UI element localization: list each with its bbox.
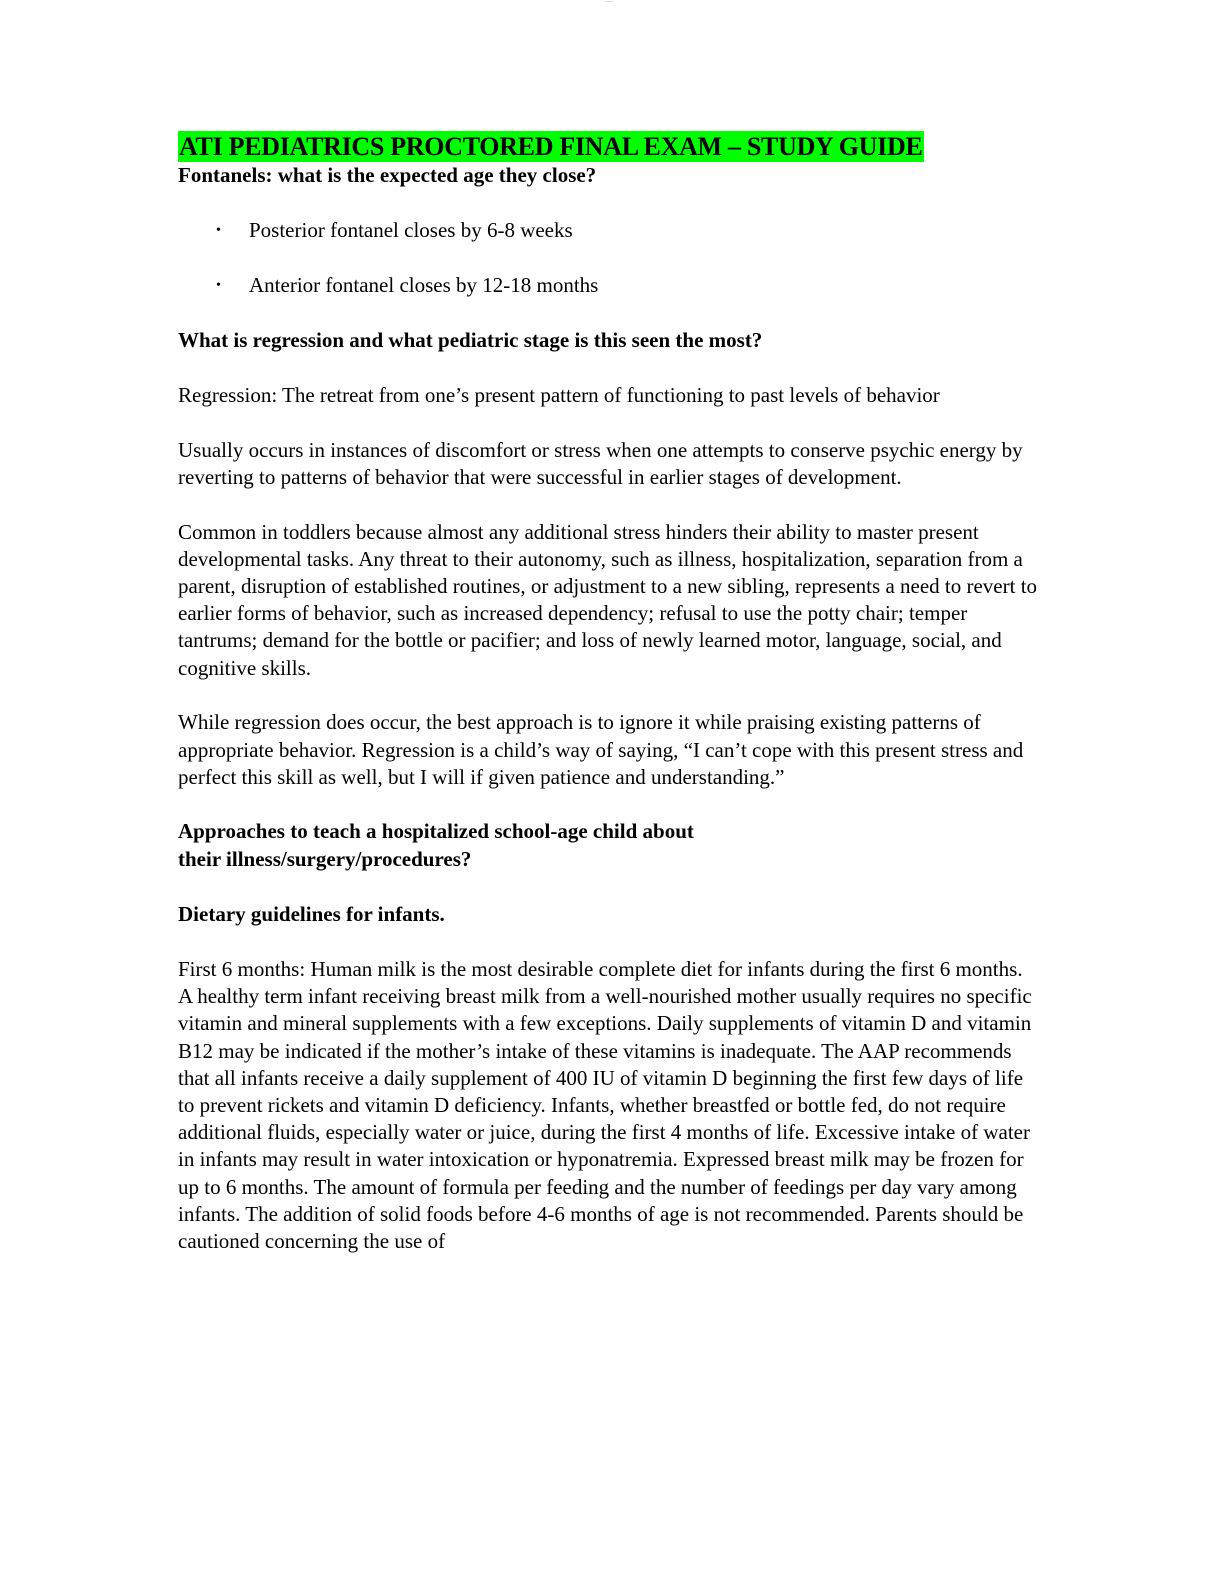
regression-paragraph: Usually occurs in instances of discomfort or stress when one attempts to conserve psychic energy by reverting to patterns of behavior that were successful in earlier stages of development.	[178, 437, 1023, 489]
fontanel-bullet-item	[178, 272, 1038, 300]
teaching-question-line: their illness/surgery/procedures?	[178, 846, 472, 871]
regression-paragraph: Common in toddlers because almost any additional stress hinders their ability to master present developmental tasks. Any threat to their autonomy, such as illness, hospitalization, separation from a parent, disruption of established routines, or adjustment to a new sibling, represents a need to revert to earlier forms of behavior, such as increased dependency; refusal to use the potty chair; temper tantrums; demand for the bottle or pacifier; and loss of newly learned motor, language, social, and cognitive skills.	[178, 519, 1038, 680]
page-header-mark: ~~~	[604, 0, 614, 5]
fontanels-question: Fontanels: what is the expected age they close?	[178, 163, 597, 187]
fontanel-bullet-item	[178, 217, 1038, 245]
teaching-question	[178, 818, 1038, 873]
fontanels-bullet-list	[178, 217, 1038, 300]
document-title: ATI PEDIATRICS PROCTORED FINAL EXAM – STUDY GUIDE	[179, 132, 923, 161]
diet-question: Dietary guidelines for infants.	[178, 901, 445, 926]
bullet-icon: •	[216, 223, 221, 238]
teaching-question-line: Approaches to teach a hospitalized school-age child about	[178, 819, 694, 844]
diet-paragraph: First 6 months: Human milk is the most desirable complete diet for infants during the first 6 months. A healthy term infant receiving breast milk from a well-nourished mother usually requires no specific vitamin and mineral supplements with a few exceptions. Daily supplements of vitamin D and vitamin B12 may be indicated if the mother’s intake of these vitamins is inadequate. The AAP recommends that all infants receive a daily supplement of 400 IU of vitamin D beginning the first few days of life to prevent rickets and vitamin D deficiency. Infants, whether breastfed or bottle fed, do not require additional fluids, especially water or juice, during the first 4 months of life. Excessive intake of water in infants may result in water intoxication or hyponatremia. Expressed breast milk may be frozen for up to 6 months. The amount of formula per feeding and the number of feedings per day vary among infants. The addition of solid foods before 4-6 months of age is not recommended. Parents should be cautioned concerning the use of	[178, 956, 1032, 1253]
fontanel-bullet-text: Posterior fontanel closes by 6-8 weeks	[249, 218, 573, 242]
regression-paragraph: While regression does occur, the best approach is to ignore it while praising existing patterns of appropriate behavior. Regression is a child’s way of saying, “I can’t cope with this present stress and perfect this skill as well, but I will if given patience and understanding.”	[178, 710, 1024, 789]
fontanel-bullet-text: Anterior fontanel closes by 12-18 months	[249, 273, 599, 297]
regression-paragraph: Regression: The retreat from one’s present pattern of functioning to past levels of behavior	[178, 383, 940, 407]
regression-question: What is regression and what pediatric stage is this seen the most?	[178, 328, 763, 352]
document-page	[178, 131, 1038, 1255]
bullet-icon: •	[216, 278, 221, 293]
